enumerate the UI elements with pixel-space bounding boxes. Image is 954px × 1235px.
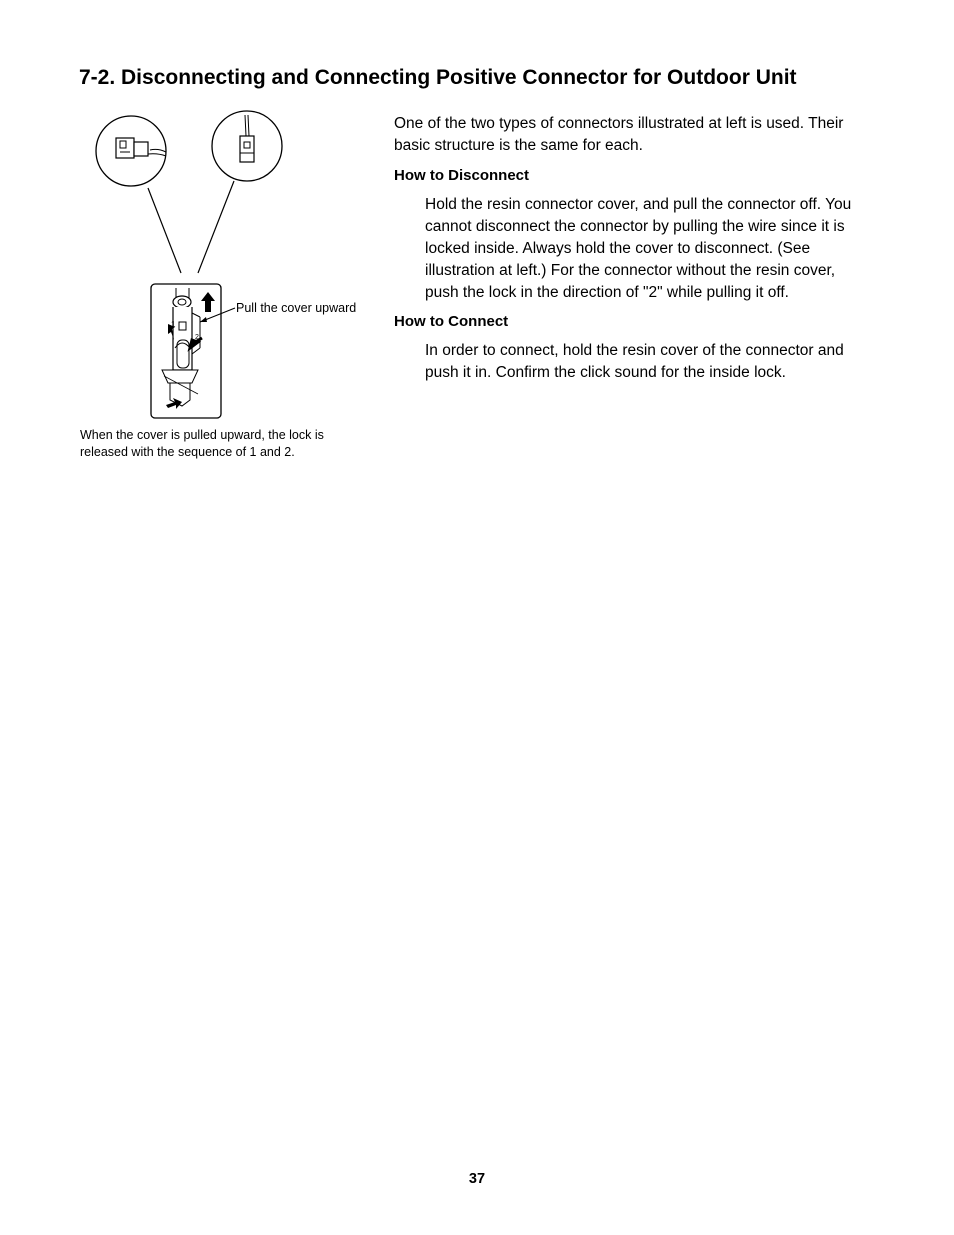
disconnect-heading: How to Disconnect xyxy=(394,167,530,184)
pull-cover-callout: Pull the cover upward xyxy=(236,301,357,315)
disconnect-paragraph: Hold the resin connector cover, and pull the connector off. You cannot disconnect the connector by pulling the wire since it is locked inside. Always hold the cover to disconnect. (See illustration at left.) For the connector without the resin cover, push the lock in the direction of "2" while pulling it off. xyxy=(425,196,852,301)
step-label-1: 1 xyxy=(171,320,176,329)
connector-diagram-svg xyxy=(80,108,380,428)
instructions-column xyxy=(394,113,864,384)
pull-cover-detail xyxy=(151,284,235,418)
section-title: 7-2. Disconnecting and Connecting Positive Connector for Outdoor Unit xyxy=(79,66,797,89)
step-label-2: 2 xyxy=(195,334,199,341)
connector-illustration xyxy=(80,108,380,428)
connect-paragraph: In order to connect, hold the resin cover of the connector and push it in. Confirm the click sound for the inside lock. xyxy=(425,342,844,381)
intro-paragraph: One of the two types of connectors illustrated at left is used. Their basic structure is the same for each. xyxy=(394,115,844,154)
figure-caption: When the cover is pulled upward, the lock is released with the sequence of 1 and 2. xyxy=(80,428,324,459)
bare-connector-detail xyxy=(212,111,282,181)
covered-connector-detail xyxy=(96,116,166,186)
connect-heading: How to Connect xyxy=(394,313,509,330)
page-number: 37 xyxy=(468,1171,486,1187)
